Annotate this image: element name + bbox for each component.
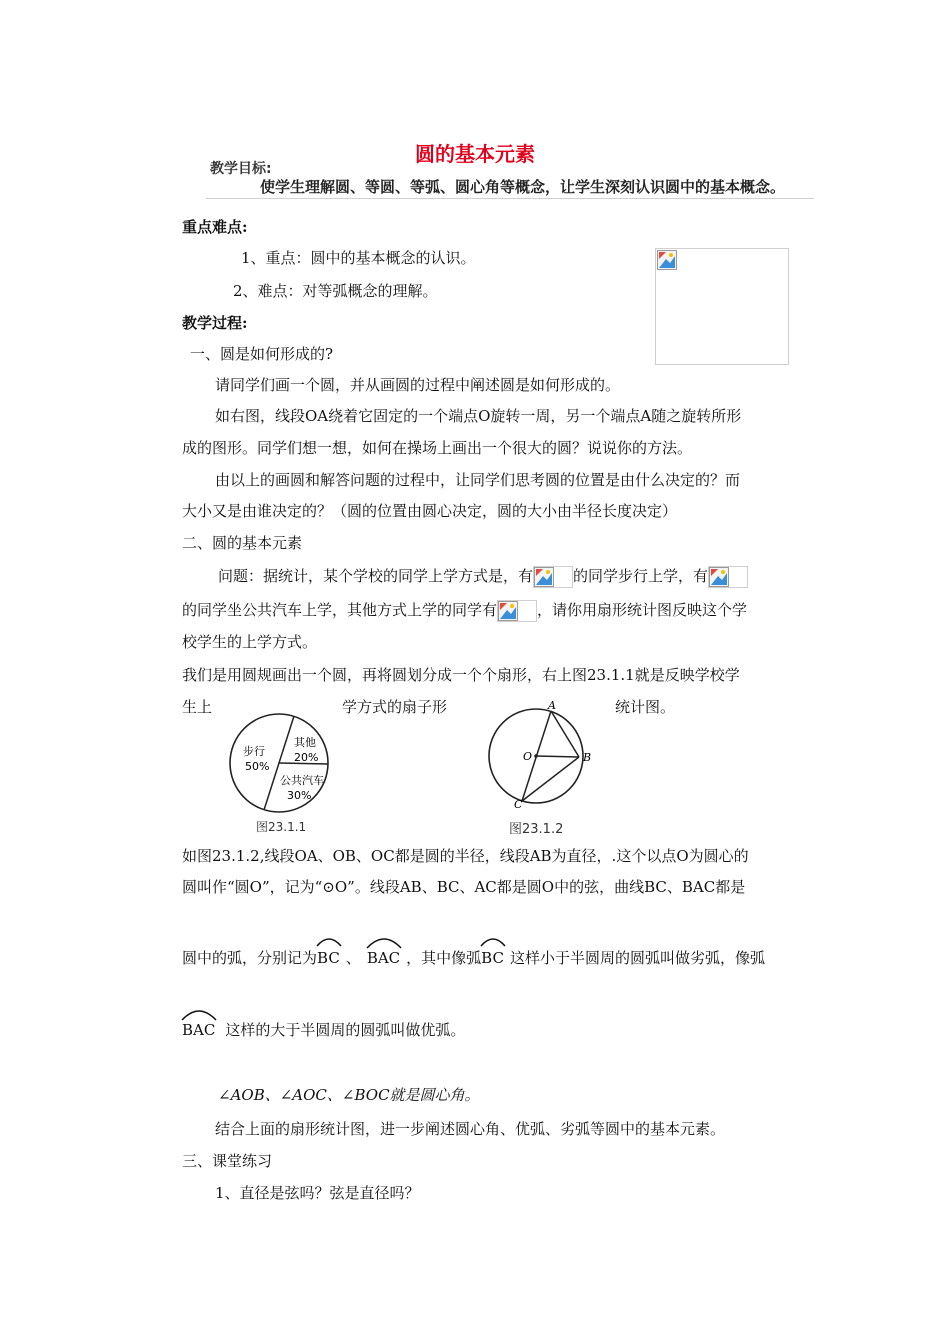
- para-6-text-b: ，其中像弧: [406, 949, 482, 967]
- para-6-text-a: 圆中的弧，分别记为: [182, 949, 318, 967]
- center-point: [534, 754, 538, 758]
- section-1-para-2-line-1: 如右图，线段OA绕着它固定的一个端点O旋转一周，另一个端点A随之旋转所形: [215, 407, 742, 425]
- para-8: ∠AOB、∠AOC、∠BOC就是圆心角。: [218, 1086, 480, 1104]
- chord-bc: [522, 757, 579, 801]
- question-line-2: [182, 600, 747, 622]
- fraction-image-bus: [708, 566, 748, 588]
- objectives-text: 使学生理解圆、等圆、等弧、圆心角等概念，让学生深刻认识圆中的基本概念。: [260, 178, 786, 196]
- point-label-b: B: [583, 751, 592, 764]
- para-7-text: 这样的大于半圆周的圆弧叫做优弧。: [225, 1021, 466, 1039]
- arc-bac-notation-1: [367, 948, 400, 968]
- section-1-para-2-line-2: 成的图形。同学们想一想，如何在操场上画出一个很大的圆？说说你的方法。: [182, 439, 693, 457]
- question-text-1a: 问题：据统计，某个学校的同学上学方式是，有: [218, 567, 534, 585]
- chord-ab: [551, 711, 579, 757]
- figure-23-1-1-caption: 图23.1.1: [256, 820, 307, 834]
- arc-mark: [365, 934, 403, 950]
- figure-image-placeholder: [655, 248, 789, 365]
- section-2-heading: 二、圆的基本元素: [182, 534, 303, 552]
- question-text-2b: ，请你用扇形统计图反映这个学: [537, 601, 748, 619]
- key-point-2: 2、难点：对等弧概念的理解。: [233, 282, 438, 300]
- pie-label-other: 其他: [294, 736, 316, 749]
- process-heading: 教学过程:: [182, 314, 248, 332]
- section-1-para-3-line-1: 由以上的画圆和解答问题的过程中，让同学们思考圆的位置是由什么决定的？而: [215, 471, 741, 489]
- pie-value-bus: 30%: [287, 789, 312, 802]
- point-label-c: C: [514, 798, 523, 811]
- question-line-3: 校学生的上学方式。: [182, 633, 318, 651]
- pie-value-other: 20%: [294, 751, 319, 764]
- section-1-heading: 一、圆是如何形成的?: [190, 345, 334, 363]
- question-text-2a: 的同学坐公共汽车上学，其他方式上学的同学有: [182, 601, 498, 619]
- para-4-line-2b: 学方式的扇子形: [342, 698, 448, 716]
- arc-separator: 、: [345, 949, 361, 967]
- arc-mark: [180, 1006, 218, 1022]
- arc-bac-label-2: BAC: [182, 1021, 216, 1039]
- broken-image-icon: [498, 601, 518, 621]
- question-line-1: [218, 566, 748, 588]
- key-points-heading: 重点难点:: [182, 218, 248, 236]
- para-9: 结合上面的扇形统计图，进一步阐述圆心角、优弧、劣弧等圆中的基本元素。: [215, 1120, 726, 1138]
- section-1-para-1: 请同学们画一个圆，并从画圆的过程中阐述圆是如何形成的。: [215, 376, 621, 394]
- broken-image-icon: [534, 567, 554, 587]
- arc-mark: [315, 934, 343, 948]
- figure-23-1-1-pie: [228, 712, 332, 816]
- arc-bc-label-2: BC: [481, 949, 504, 967]
- arc-mark: [479, 934, 507, 948]
- para-4-line-2a: 生上: [182, 698, 213, 716]
- broken-image-icon: [709, 567, 729, 587]
- para-6-text-c: 这样小于半圆周的圆弧叫做劣弧，像弧: [509, 949, 765, 967]
- arc-bac-label-1: BAC: [366, 949, 401, 967]
- para-4-line-1: 我们是用圆规画出一个圆，再将圆划分成一个个扇形，右上图23.1.1就是反映学校学: [182, 666, 740, 684]
- pie-label-walk: 步行: [243, 745, 265, 758]
- fraction-image-other: [497, 600, 537, 622]
- key-point-1: 1、重点：圆中的基本概念的认识。: [241, 249, 476, 267]
- figure-23-1-2-circle: [484, 698, 596, 814]
- point-label-o: O: [523, 750, 533, 763]
- point-label-a: A: [548, 699, 556, 712]
- figure-23-1-2-caption: 图23.1.2: [509, 822, 564, 837]
- para-6: [182, 948, 765, 968]
- para-5-line-2: 圆叫作“圆O”，记为“⊙O”。线段AB、BC、AC都是圆O中的弦，曲线BC、BAC都是: [182, 878, 746, 896]
- arc-bc-notation-2: [481, 948, 504, 968]
- pie-label-bus: 公共汽车: [280, 774, 324, 787]
- broken-image-icon: [657, 250, 677, 270]
- pie-value-walk: 50%: [245, 760, 270, 773]
- exercise-1: 1、直径是弦吗？弦是直径吗？: [215, 1184, 420, 1202]
- para-5-line-1: 如图23.1.2,线段OA、OB、OC都是圆的半径，线段AB为直径，.这个以点O为圆心的: [182, 847, 749, 865]
- para-7: [182, 1020, 465, 1040]
- question-text-1b: 的同学步行上学，有: [573, 567, 709, 585]
- para-4-line-2c: 统计图。: [615, 698, 676, 716]
- section-1-para-3-line-2: 大小又是由谁决定的？（圆的位置由圆心决定，圆的大小由半径长度决定）: [182, 502, 678, 520]
- arc-bc-notation-1: [317, 948, 340, 968]
- section-3-heading: 三、课堂练习: [182, 1152, 273, 1170]
- fraction-image-walk: [533, 566, 573, 588]
- radius-ob: [536, 756, 579, 757]
- banner-rule: [206, 198, 814, 199]
- arc-bac-notation-2: [182, 1020, 215, 1040]
- document-title: 圆的基本元素: [415, 142, 535, 166]
- objectives-label: 教学目标:: [210, 161, 272, 177]
- arc-bc-label-1: BC: [317, 949, 340, 967]
- objectives-banner: [206, 158, 814, 200]
